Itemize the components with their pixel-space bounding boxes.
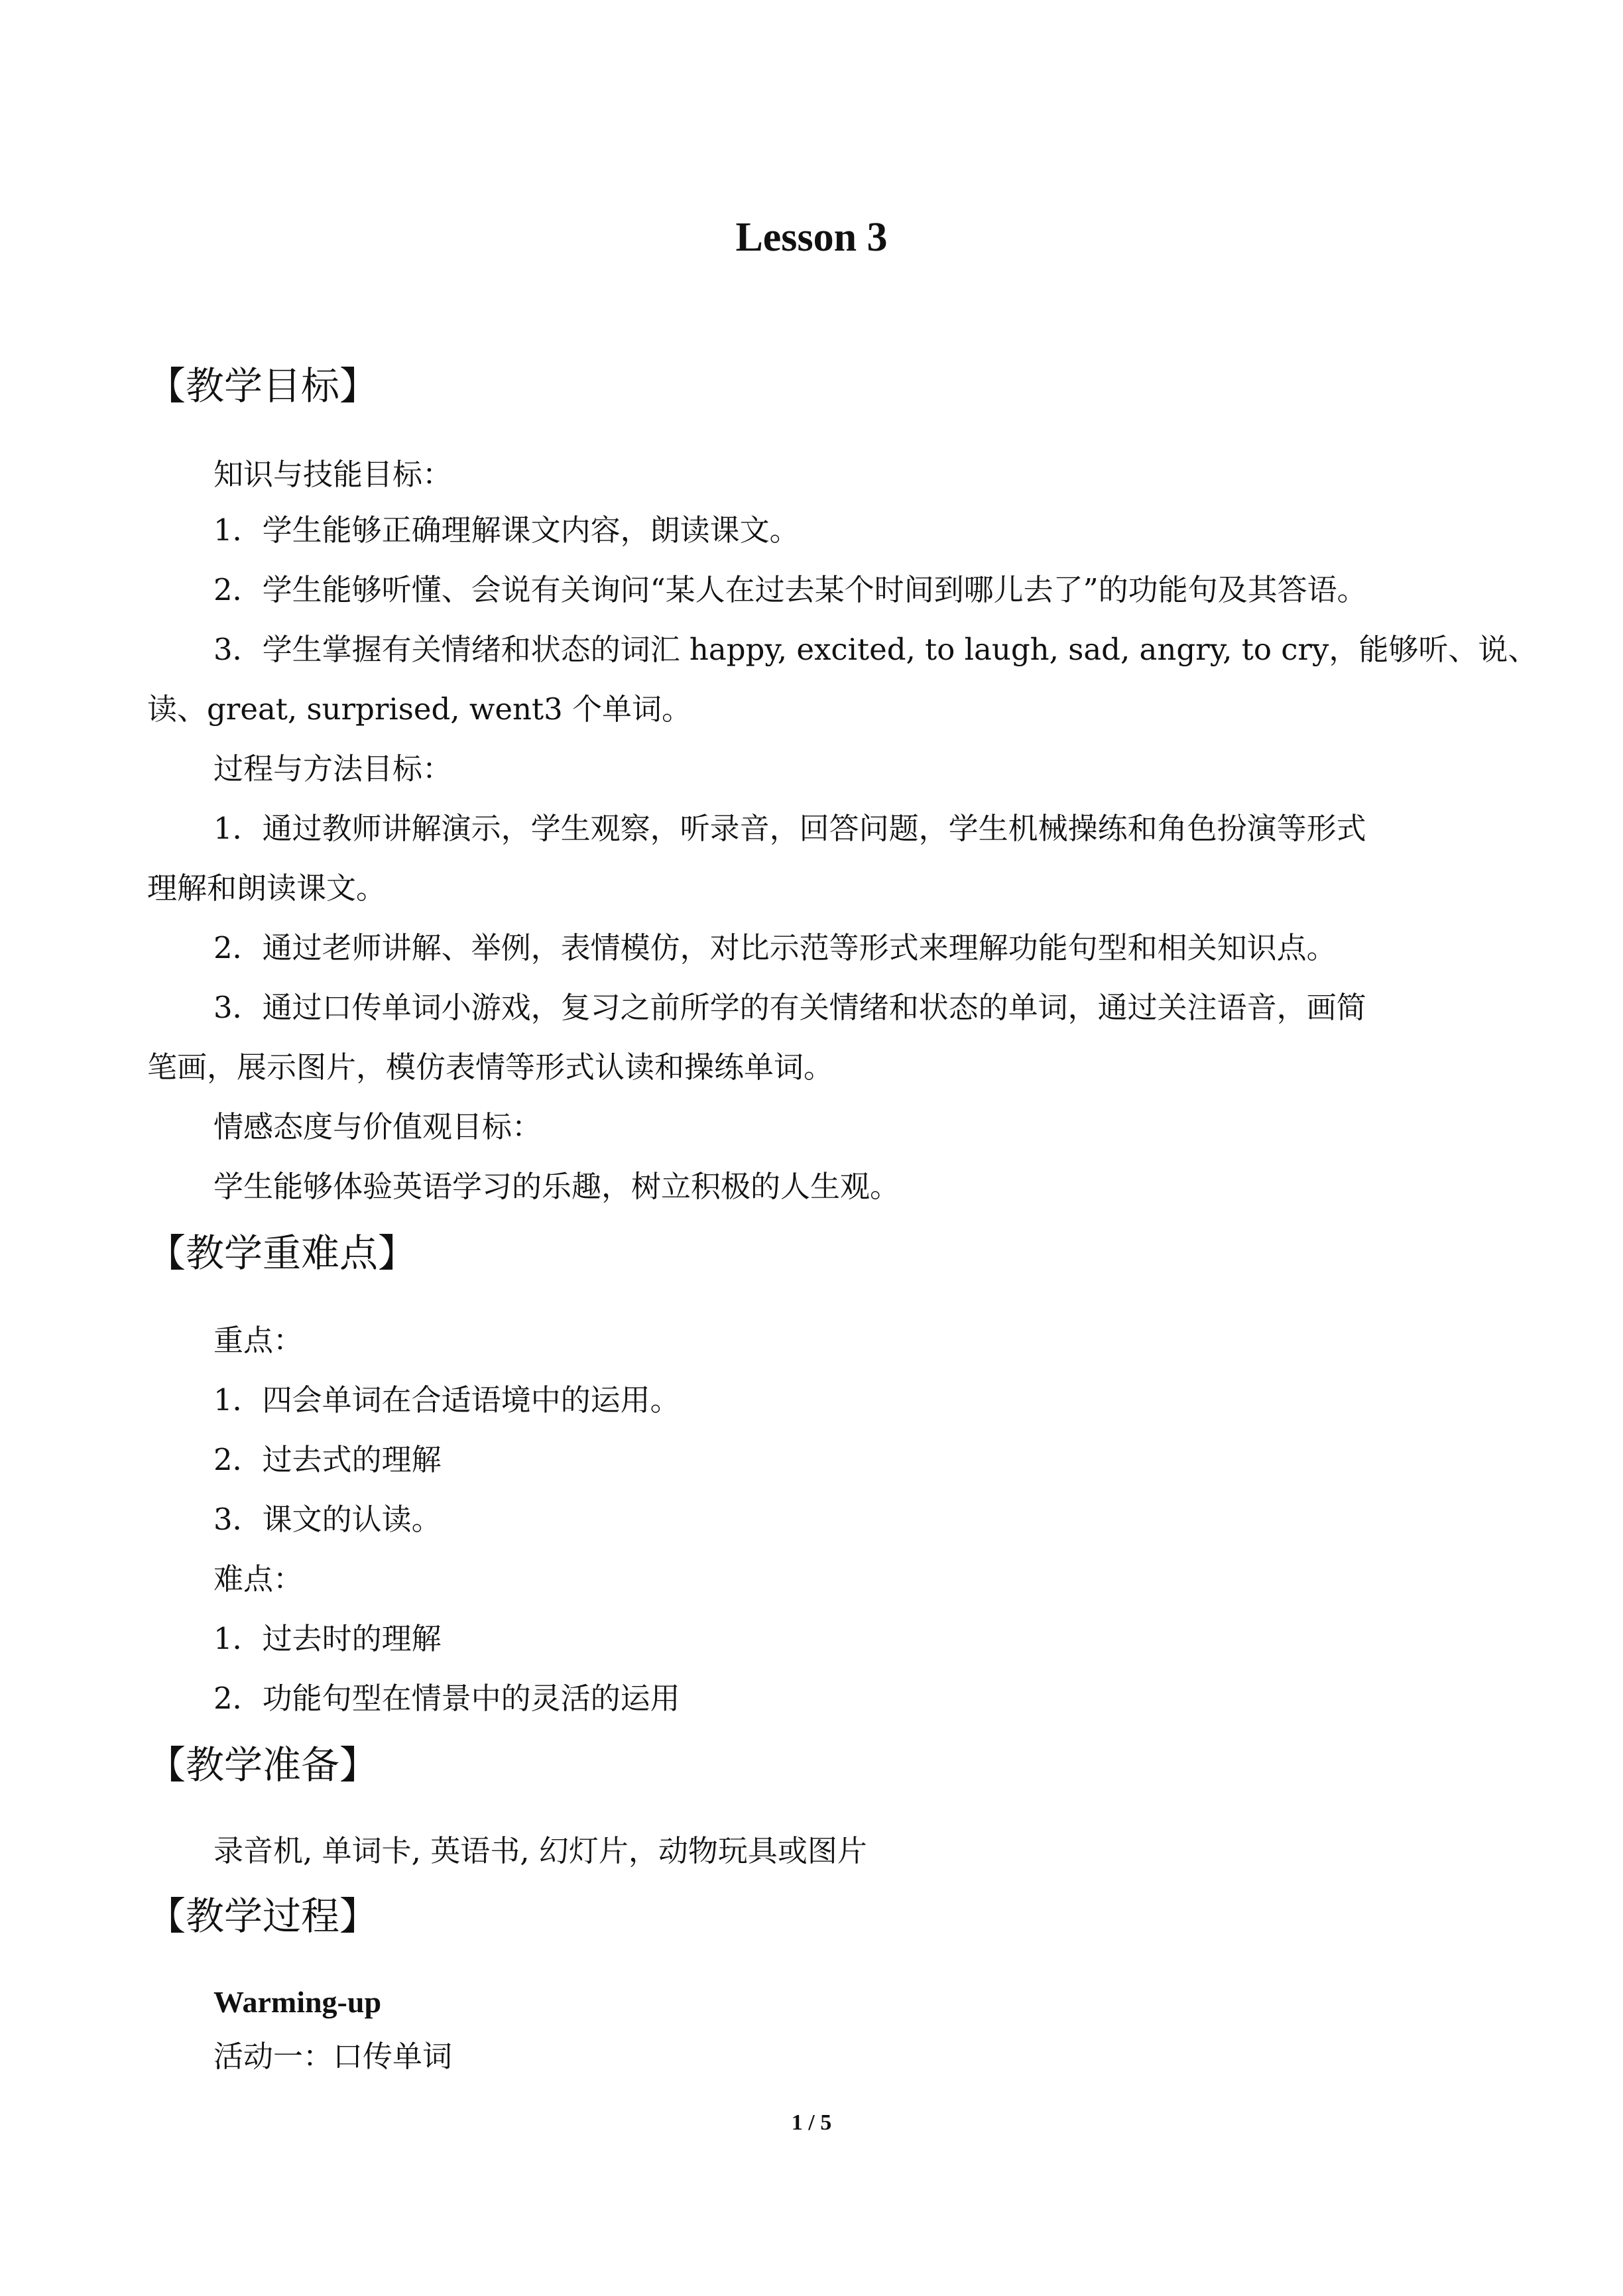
knowledge-item-3-line1: 3．学生掌握有关情绪和状态的词汇 happy, excited, to laugh, sad, angry, to cry，能够听、说、: [213, 632, 1538, 667]
activity-1-label: 活动一：口传单词: [213, 2039, 453, 2074]
process-item-1-line1: 1．通过教师讲解演示，学生观察，听录音，回答问题，学生机械操练和角色扮演等形式: [213, 811, 1366, 846]
knowledge-skills-label: 知识与技能目标：: [213, 457, 453, 492]
process-item-3-line1: 3．通过口传单词小游戏，复习之前所学的有关情绪和状态的单词，通过关注语音，画简: [213, 990, 1366, 1025]
difficult-point-1: 1．过去时的理解: [213, 1621, 442, 1656]
key-point-2: 2．过去式的理解: [213, 1442, 442, 1477]
emotion-values-label: 情感态度与价值观目标：: [213, 1109, 542, 1144]
process-method-label: 过程与方法目标：: [213, 751, 453, 786]
page-title: Lesson 3: [735, 215, 888, 260]
process-item-1-line2: 理解和朗读课文。: [147, 871, 387, 906]
section-heading-procedure: 【教学过程】: [147, 1894, 379, 1939]
difficult-points-label: 难点：: [213, 1561, 304, 1597]
page-number: 1 / 5: [791, 2110, 832, 2135]
difficult-point-2: 2．功能句型在情景中的灵活的运用: [213, 1681, 680, 1716]
knowledge-item-1: 1．学生能够正确理解课文内容，朗读课文。: [213, 513, 800, 548]
knowledge-item-2: 2．学生能够听懂、会说有关询问“某人在过去某个时间到哪儿去了”的功能句及其答语。: [213, 572, 1367, 607]
key-point-3: 3．课文的认读。: [213, 1502, 442, 1537]
process-item-2: 2．通过老师讲解、举例，表情模仿，对比示范等形式来理解功能句型和相关知识点。: [213, 930, 1337, 965]
emotion-values-item: 学生能够体验英语学习的乐趣，树立积极的人生观。: [213, 1169, 900, 1204]
section-heading-preparation: 【教学准备】: [147, 1742, 379, 1787]
warming-up-subheading: Warming-up: [213, 1985, 382, 2019]
section-heading-key-points: 【教学重难点】: [147, 1231, 417, 1276]
section-heading-objectives: 【教学目标】: [147, 363, 379, 408]
key-points-label: 重点：: [213, 1323, 304, 1358]
preparation-items: 录音机, 单词卡, 英语书, 幻灯片，动物玩具或图片: [213, 1833, 867, 1868]
process-item-3-line2: 笔画，展示图片，模仿表情等形式认读和操练单词。: [147, 1050, 834, 1085]
knowledge-item-3-line2: 读、great, surprised, went3 个单词。: [147, 692, 692, 727]
key-point-1: 1．四会单词在合适语境中的运用。: [213, 1382, 680, 1418]
